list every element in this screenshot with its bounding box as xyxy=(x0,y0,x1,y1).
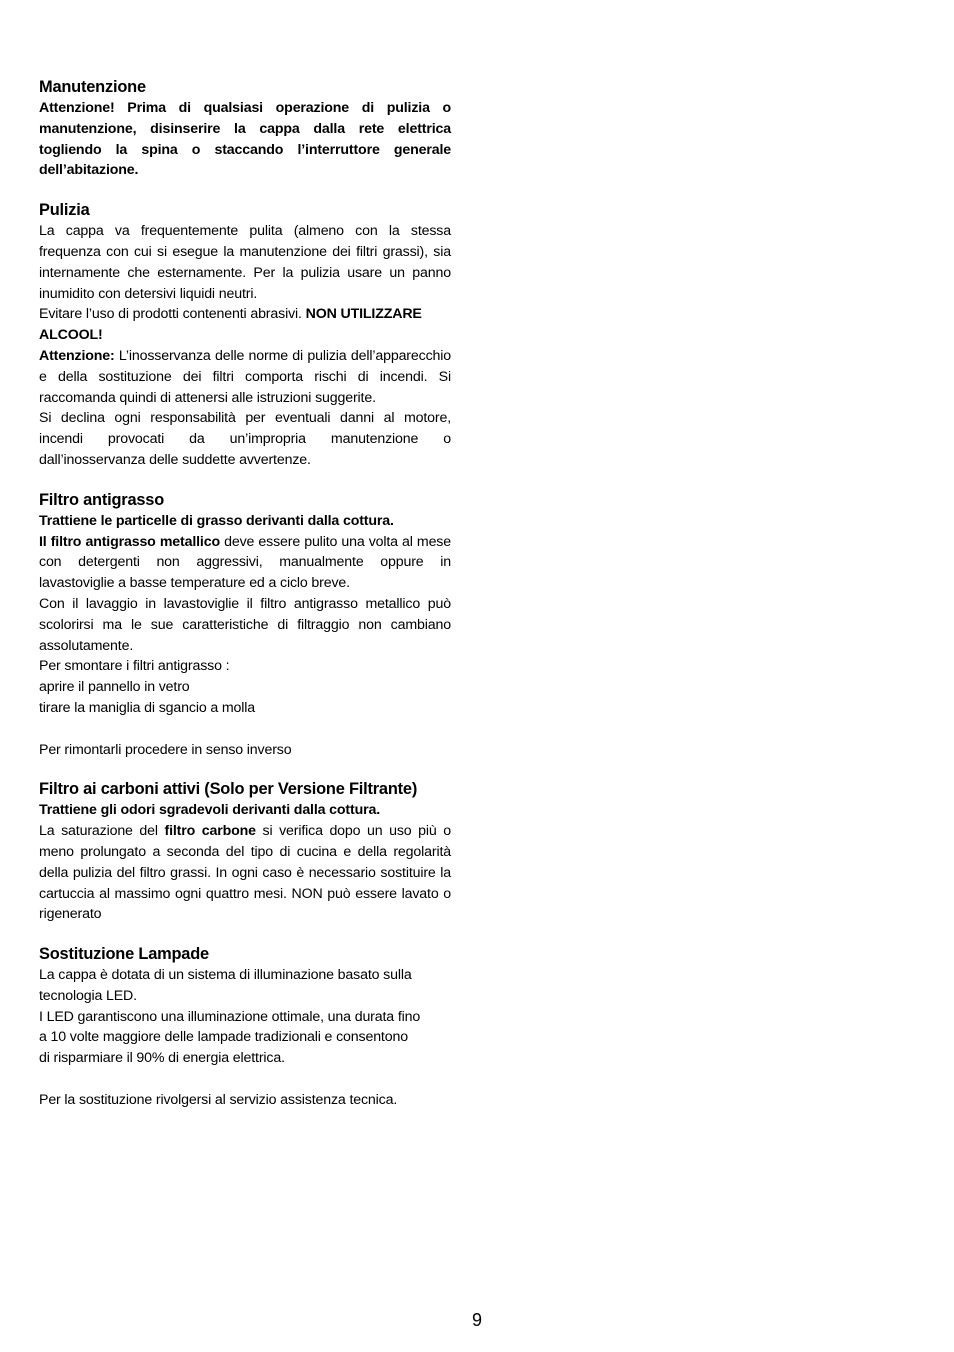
pulizia-attenzione-label: Attenzione: xyxy=(39,347,115,364)
heading-manutenzione: Manutenzione xyxy=(39,78,146,96)
section-lampade xyxy=(39,943,451,1111)
filtro-metallico-label: Il filtro antigrasso metallico xyxy=(39,533,220,550)
heading-filtro-antigrasso: Filtro antigrasso xyxy=(39,490,165,509)
section-pulizia xyxy=(39,199,451,471)
blank-line xyxy=(39,719,451,740)
lampade-line-3: I LED garantiscono una illuminazione ottimale, una durata fino xyxy=(39,1008,421,1025)
filtro-antigrasso-paragraph-2: Con il lavaggio in lavastoviglie il filtro antigrasso metallico può scolorirsi ma le sue caratteristiche di filtraggio non cambiano assolutamente. xyxy=(39,595,451,654)
pulizia-paragraph-1: La cappa va frequentemente pulita (almeno con la stessa frequenza con cui si esegue la manutenzione dei filtri grassi), sia internamente che esternamente. Per la pulizia usare un panno inumidito con detersivi liquidi neutri. xyxy=(39,223,451,302)
lampade-line-5: di risparmiare il 90% di energia elettrica. xyxy=(39,1050,285,1067)
filtro-carbone-label: filtro carbone xyxy=(164,823,256,840)
section-filtro-carboni xyxy=(39,778,451,925)
heading-filtro-carboni: Filtro ai carboni attivi (Solo per Versione Filtrante) xyxy=(39,780,418,799)
lampade-line-1: La cappa è dotata di un sistema di illuminazione basato sulla xyxy=(39,967,412,984)
filtro-carboni-paragraph-1 xyxy=(39,821,451,925)
section-manutenzione xyxy=(39,76,451,181)
warning-text: Attenzione! Prima di qualsiasi operazione di pulizia o manutenzione, disinserire la cappa dalla rete elettrica togliendo la spina o staccando l’interruttore generale dell’abitazione. xyxy=(39,100,451,179)
filtro-antigrasso-paragraph-1 xyxy=(39,532,451,594)
filtro-antigrasso-paragraph-6: Per rimontarli procedere in senso inverso xyxy=(39,741,292,758)
filtro-carboni-text-b: si verifica dopo un uso più o meno prolungato a seconda del tipo di cucina e della regolarità della pulizia del filtro grassi. In ogni caso è necessario sostituire la cartuccia al massimo ogni quattro mesi. NON può essere lavato o rigenerato xyxy=(39,823,451,923)
pulizia-paragraph-4: Si declina ogni responsabilità per eventuali danni al motore, incendi provocati da un’impropria manutenzione o dall’inosservanza delle suddette avvertenze. xyxy=(39,410,451,468)
heading-lampade: Sostituzione Lampade xyxy=(39,945,209,964)
filtro-antigrasso-paragraph-3: Per smontare i filtri antigrasso : xyxy=(39,658,230,675)
pulizia-paragraph-2 xyxy=(39,304,451,346)
pulizia-paragraph-3 xyxy=(39,346,451,408)
filtro-carboni-subtitle: Trattiene gli odori sgradevoli derivanti dalla cottura. xyxy=(39,802,380,819)
blank-line xyxy=(39,1069,451,1090)
filtro-antigrasso-step-1: aprire il pannello in vetro xyxy=(39,679,190,696)
filtro-antigrasso-subtitle: Trattiene le particelle di grasso derivanti dalla cottura. xyxy=(39,512,394,529)
lampade-line-2: tecnologia LED. xyxy=(39,987,137,1004)
heading-pulizia: Pulizia xyxy=(39,201,90,220)
page-number: 9 xyxy=(471,1310,482,1330)
filtro-antigrasso-step-2: tirare la maniglia di sgancio a molla xyxy=(39,699,256,716)
document-column xyxy=(39,76,451,1111)
lampade-line-4: a 10 volte maggiore delle lampade tradizionali e consentono xyxy=(39,1029,408,1046)
filtro-carboni-text-a: La saturazione del xyxy=(39,823,165,840)
pulizia-attenzione-text: L’inosservanza delle norme di pulizia dell’apparecchio e della sostituzione dei filtri comporta rischi di incendi. Si raccomanda quindi di attenersi alle istruzioni suggerite. xyxy=(39,347,451,406)
filtro-metallico-text: deve essere pulito una volta al mese con detergenti non aggressivi, manualmente oppure in lavastoviglie a basse temperature ed a ciclo breve. xyxy=(39,533,451,592)
lampade-line-6: Per la sostituzione rivolgersi al servizio assistenza tecnica. xyxy=(39,1091,398,1108)
pulizia-abrasivi-text: Evitare l’uso di prodotti contenenti abrasivi. xyxy=(39,306,306,323)
pulizia-no-alcool: NON UTILIZZARE ALCOOL! xyxy=(39,306,422,344)
section-filtro-antigrasso xyxy=(39,489,451,761)
